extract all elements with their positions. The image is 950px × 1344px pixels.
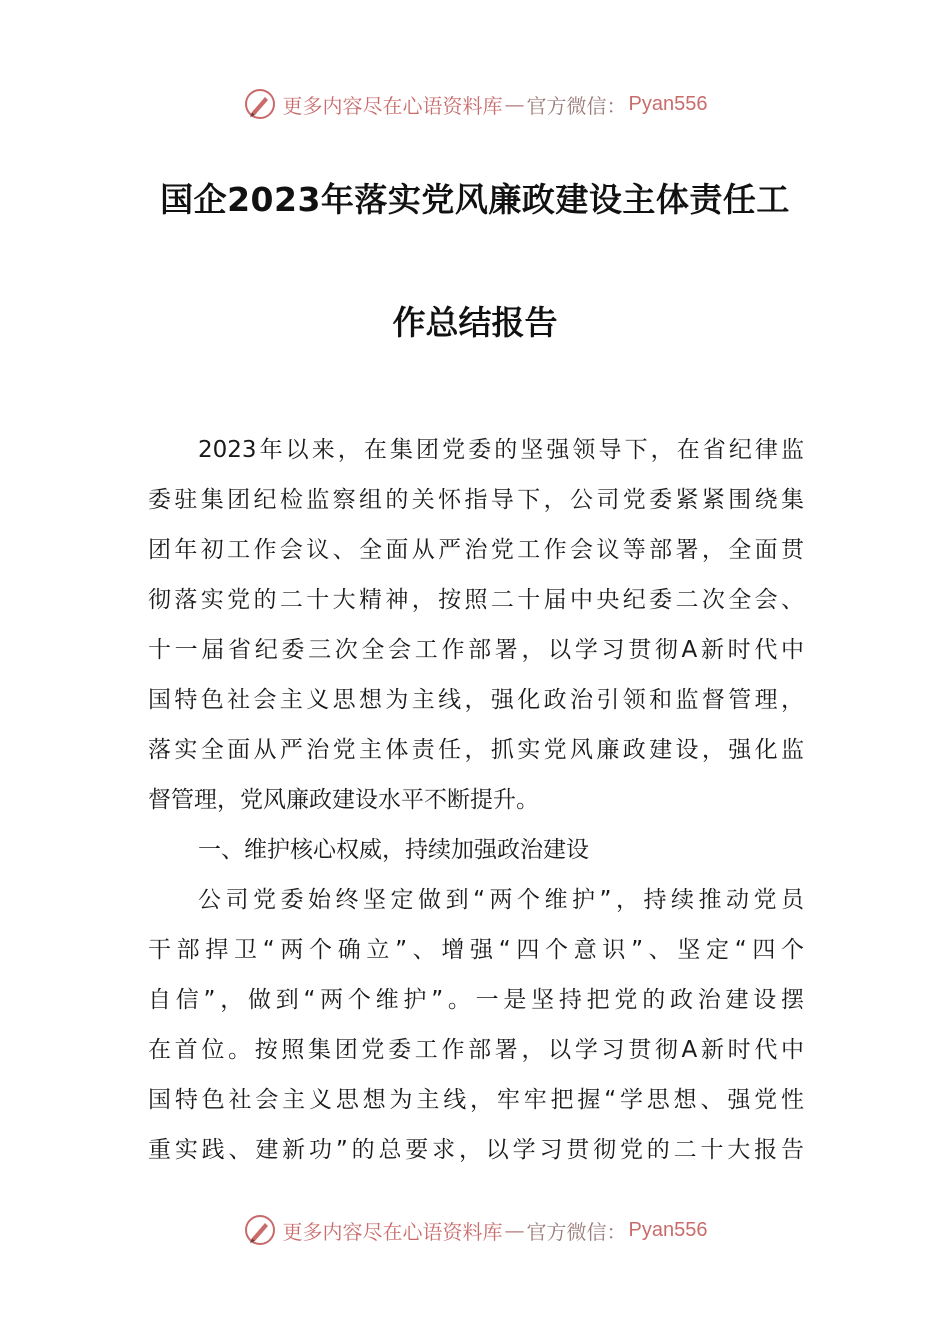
body-line: 公司党委始终坚定做到“两个维护”，持续推动党员 [198,887,804,913]
header-watermark [0,84,950,124]
body-line: 十一届省纪委三次全会工作部署，以学习贯彻A新时代中 [148,637,804,663]
section-heading: 一、维护核心权威，持续加强政治建设 [198,837,589,863]
body-line: 重实践、建新功”的总要求，以学习贯彻党的二十大报告 [148,1137,804,1163]
document-title-line-2: 作总结报告 [392,303,558,342]
body-line: 委驻集团纪检监察组的关怀指导下，公司党委紧紧围绕集 [148,487,804,513]
pen-logo-icon [243,1213,277,1247]
body-line: 2023年以来，在集团党委的坚强领导下，在省纪律监 [198,437,804,463]
watermark-dash: — [504,1218,525,1242]
watermark-handle: Pyan556 [628,92,708,115]
watermark-dash: — [504,92,525,116]
body-line: 团年初工作会议、全面从严治党工作会议等部署，全面贯 [148,537,804,563]
document-title-line-1: 国企2023年落实党风廉政建设主体责任工 [160,180,790,219]
body-line: 国特色社会主义思想为主线，牢牢把握“学思想、强党性 [148,1087,804,1113]
body-line: 督管理，党风廉政建设水平不断提升。 [148,787,539,813]
watermark-brand: 更多内容尽在心语资料库 [282,1219,503,1244]
body-line: 彻落实党的二十大精神，按照二十届中央纪委二次全会、 [148,587,804,613]
footer-watermark [0,1210,950,1250]
watermark-handle: Pyan556 [628,1218,708,1241]
document-body [148,425,804,1175]
pen-logo-icon [243,87,277,121]
body-line: 国特色社会主义思想为主线，强化政治引领和监督管理， [148,687,804,713]
watermark-brand: 更多内容尽在心语资料库 [282,93,503,118]
watermark-wechat-label: 官方微信： [526,1219,627,1244]
body-line: 干部捍卫“两个确立”、增强“四个意识”、坚定“四个 [148,937,804,963]
body-line: 落实全面从严治党主体责任，抓实党风廉政建设，强化监 [148,737,804,763]
body-line: 在首位。按照集团党委工作部署，以学习贯彻A新时代中 [148,1037,804,1063]
body-line: 自信”，做到“两个维护”。一是坚持把党的政治建设摆 [148,987,804,1013]
watermark-wechat-label: 官方微信： [526,93,627,118]
